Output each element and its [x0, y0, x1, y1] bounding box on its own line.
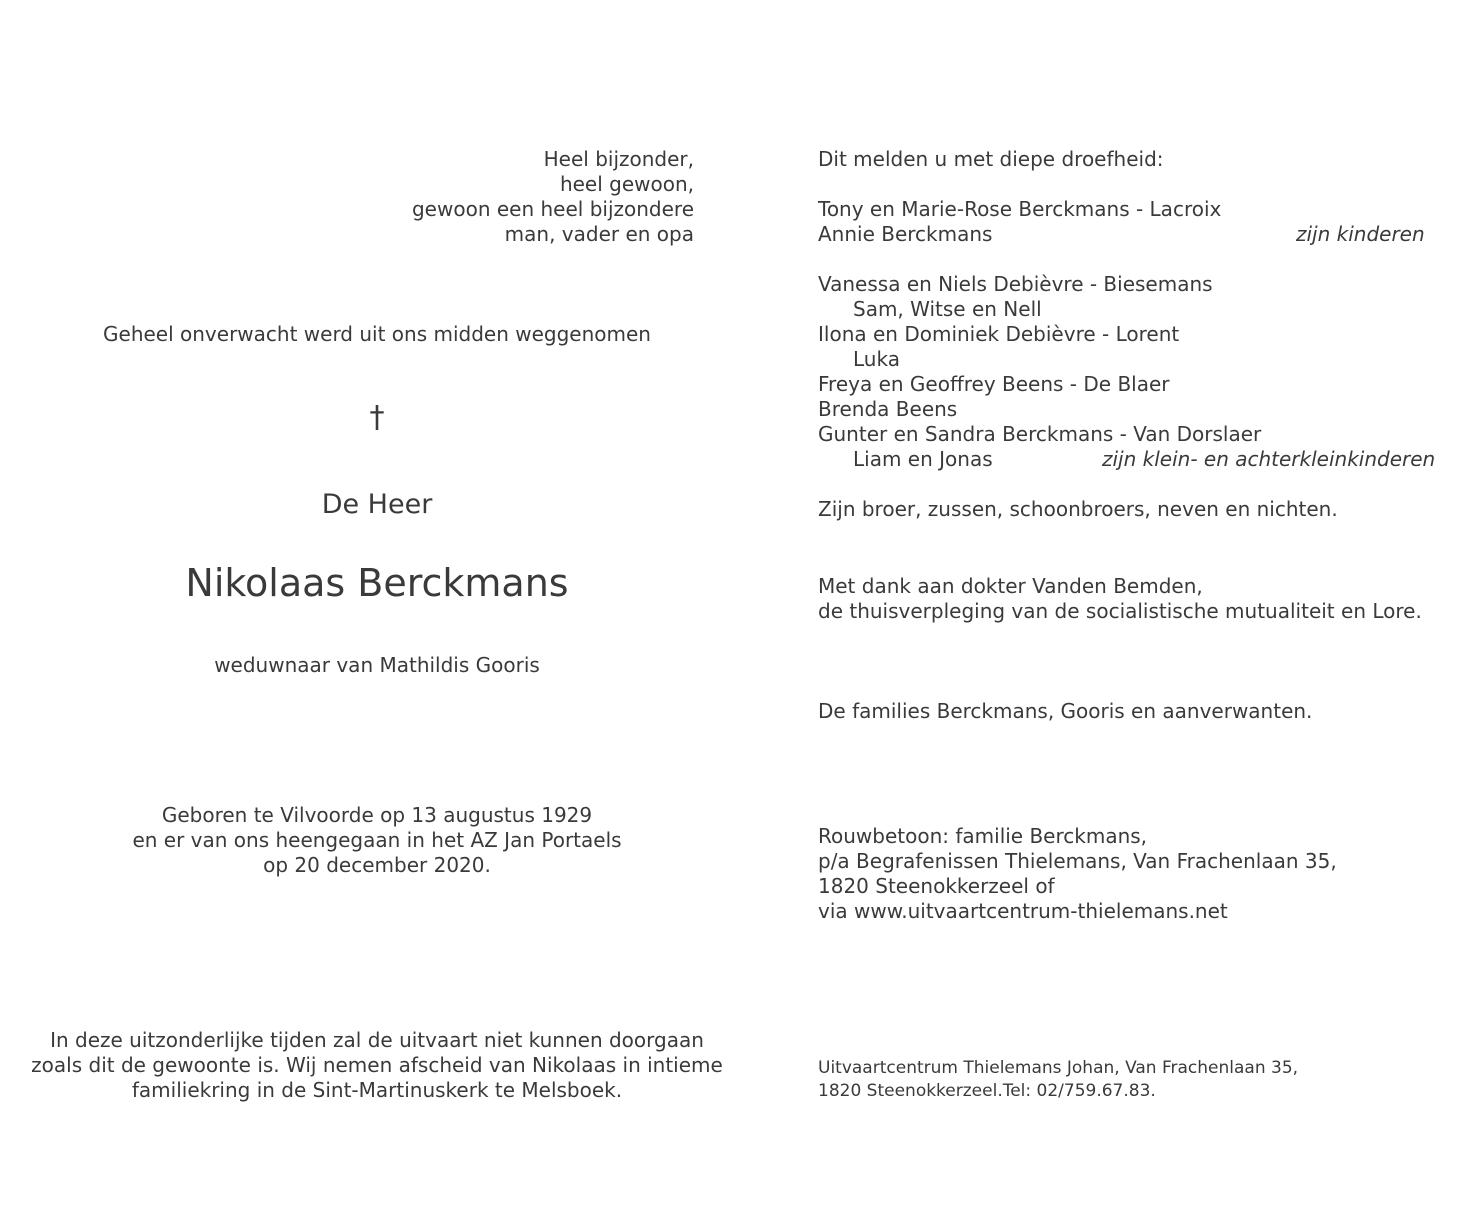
- footer-line: Uitvaartcentrum Thielemans Johan, Van Frachenlaan 35,: [818, 1058, 1299, 1078]
- announce-heading: Dit melden u met diepe droefheid:: [818, 147, 1164, 171]
- footer-line: 1820 Steenokkerzeel.Tel: 02/759.67.83.: [818, 1081, 1156, 1101]
- poem-line: man, vader en opa: [504, 222, 694, 246]
- poem: [300, 147, 694, 247]
- condolence-line: 1820 Steenokkerzeel of: [818, 874, 1055, 898]
- condolence-line: via www.uitvaartcentrum-thielemans.net: [818, 899, 1228, 923]
- children-tag: zijn kinderen: [1296, 222, 1425, 246]
- funeral-line: zoals dit de gewoonte is. Wij nemen afscheid van Nikolaas in intieme: [31, 1053, 723, 1077]
- grandchild-entry: Brenda Beens: [818, 397, 958, 421]
- relatives-line: Zijn broer, zussen, schoonbroers, neven en nichten.: [818, 497, 1338, 521]
- birth-line: Geboren te Vilvoorde op 13 augustus 1929: [161, 803, 593, 827]
- families-line: De families Berckmans, Gooris en aanverwanten.: [818, 699, 1313, 723]
- child-name: Annie Berckmans: [818, 222, 993, 246]
- birth-line: op 20 december 2020.: [263, 853, 491, 877]
- grandchild-entry: Gunter en Sandra Berckmans - Van Dorslaer: [818, 422, 1262, 446]
- cross-icon: †: [369, 400, 385, 435]
- child-entry: [818, 222, 1458, 247]
- grandchild-entry: Ilona en Dominiek Debièvre - Lorent: [818, 322, 1180, 346]
- thanks-line: de thuisverpleging van de socialistische mutualiteit en Lore.: [818, 599, 1422, 623]
- grandchild-entry: Vanessa en Niels Debièvre - Biesemans: [818, 272, 1213, 296]
- poem-line: Heel bijzonder,: [543, 147, 694, 171]
- thanks-line: Met dank aan dokter Vanden Bemden,: [818, 574, 1203, 598]
- condolence-line: p/a Begrafenissen Thielemans, Van Frachenlaan 35,: [818, 849, 1337, 873]
- condolence-line: Rouwbetoon: familie Berckmans,: [818, 824, 1148, 848]
- widower-of: weduwnaar van Mathildis Gooris: [214, 653, 540, 677]
- thanks-text: [818, 574, 1458, 624]
- intro-text: Geheel onverwacht werd uit ons midden weggenomen: [103, 322, 651, 346]
- grandchild-entry: Sam, Witse en Nell: [853, 297, 1042, 321]
- grandchild-name: Liam en Jonas: [853, 447, 993, 471]
- grandchildren-tag: zijn klein- en achterkleinkinderen: [1102, 447, 1436, 471]
- funeral-line: familiekring in de Sint-Martinuskerk te Melsboek.: [131, 1078, 623, 1102]
- funeral-line: In deze uitzonderlijke tijden zal de uitvaart niet kunnen doorgaan: [50, 1028, 704, 1052]
- funeral-notice: [0, 1028, 754, 1103]
- family-announcement: [818, 147, 1458, 522]
- grandchild-entry: Luka: [853, 347, 900, 371]
- honorific: De Heer: [321, 489, 433, 520]
- deceased-name: Nikolaas Berckmans: [185, 561, 569, 605]
- grandchild-entry: [818, 447, 1458, 472]
- grandchild-entry: Freya en Geoffrey Beens - De Blaer: [818, 372, 1170, 396]
- child-entry: Tony en Marie-Rose Berckmans - Lacroix: [818, 197, 1222, 221]
- funeral-home-footer: [818, 1057, 1458, 1103]
- condolence-address: [818, 824, 1458, 924]
- poem-line: heel gewoon,: [559, 172, 694, 196]
- poem-line: gewoon een heel bijzondere: [411, 197, 694, 221]
- birth-death-info: [0, 803, 754, 878]
- birth-line: en er van ons heengegaan in het AZ Jan Portaels: [132, 828, 622, 852]
